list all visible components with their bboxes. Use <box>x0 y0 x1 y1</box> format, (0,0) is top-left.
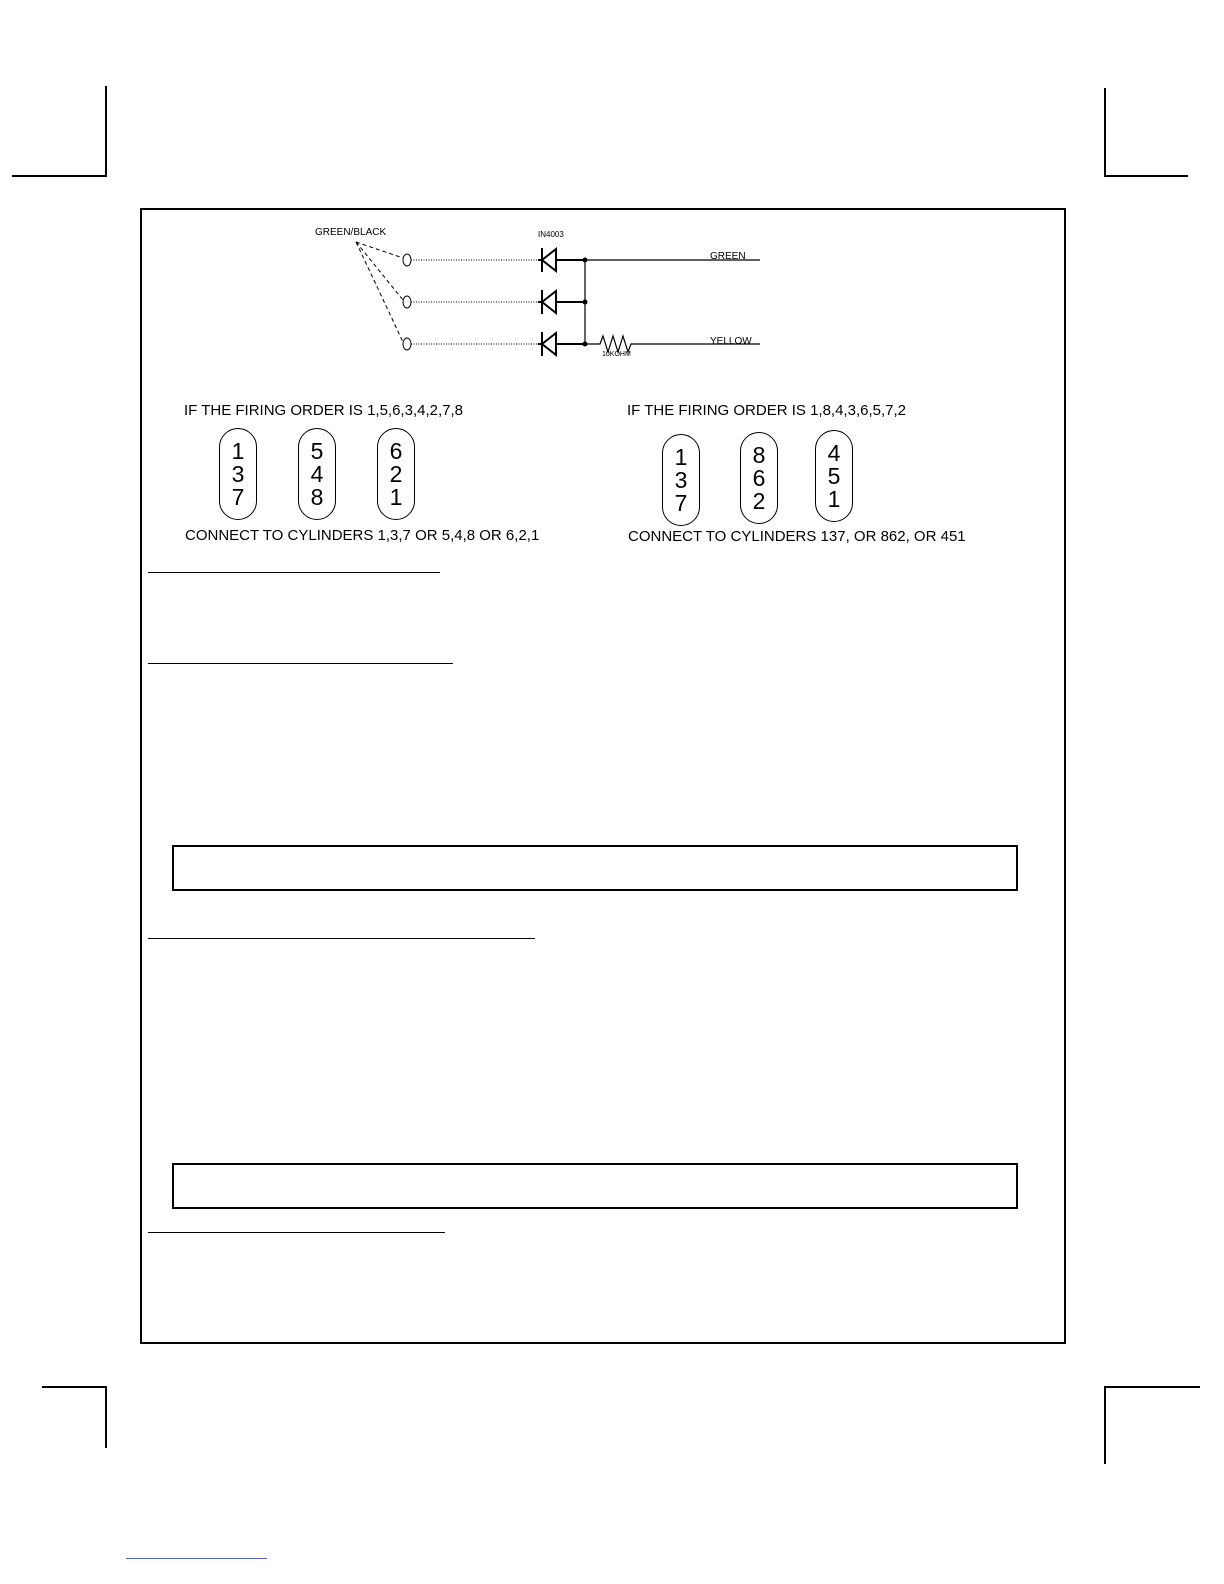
cylinder-number: 1 <box>389 483 403 510</box>
left-cylinder-group-1 <box>219 428 257 520</box>
connector-oval-1 <box>403 254 411 266</box>
footer-link-underline[interactable] <box>126 1558 267 1559</box>
connector-oval-2 <box>403 296 411 308</box>
cylinder-number: 1 <box>827 485 841 512</box>
cylinder-number: 6 <box>752 464 766 491</box>
crop-mark-top-right-vertical <box>1104 88 1106 176</box>
cylinder-number: 1 <box>674 443 688 470</box>
cylinder-number: 8 <box>310 483 324 510</box>
crop-mark-top-right-horizontal <box>1104 175 1188 177</box>
cylinder-number: 5 <box>827 462 841 489</box>
right-cylinder-group-3 <box>815 430 853 522</box>
note-box-1 <box>172 845 1018 891</box>
cylinder-number: 4 <box>310 460 324 487</box>
section-rule-1 <box>148 572 440 573</box>
right-cylinder-group-1 <box>662 434 700 526</box>
lead-wires <box>411 260 538 344</box>
wiring-schematic <box>300 218 780 368</box>
fan-out-dashes <box>356 242 403 342</box>
cylinder-number: 7 <box>231 483 245 510</box>
crop-mark-bottom-right-vertical <box>1104 1386 1106 1464</box>
cylinder-number: 3 <box>231 460 245 487</box>
left-connect-caption: CONNECT TO CYLINDERS 1,3,7 OR 5,4,8 OR 6,2,1 <box>185 527 540 544</box>
cylinder-number: 8 <box>752 441 766 468</box>
diode-1 <box>538 248 585 272</box>
left-firing-order-heading: IF THE FIRING ORDER IS 1,5,6,3,4,2,7,8 <box>184 402 463 419</box>
left-cylinder-group-2 <box>298 428 336 520</box>
right-connect-caption: CONNECT TO CYLINDERS 137, OR 862, OR 451 <box>628 528 966 545</box>
section-rule-4 <box>148 1232 445 1233</box>
input-label: GREEN/BLACK <box>315 227 387 238</box>
crop-mark-bottom-left-vertical <box>105 1386 107 1448</box>
cylinder-number: 6 <box>389 437 403 464</box>
diode-label: IN4003 <box>538 230 564 239</box>
cylinder-number: 3 <box>674 466 688 493</box>
yellow-output-label: YELLOW <box>710 336 752 347</box>
junction-dot-2 <box>583 300 588 305</box>
cylinder-number: 5 <box>310 437 324 464</box>
right-cylinder-group-2 <box>740 432 778 524</box>
cylinder-number: 2 <box>389 460 403 487</box>
cylinder-number: 7 <box>674 489 688 516</box>
right-firing-order-heading: IF THE FIRING ORDER IS 1,8,4,3,6,5,7,2 <box>627 402 906 419</box>
cylinder-number: 2 <box>752 487 766 514</box>
cylinder-number: 1 <box>231 437 245 464</box>
cylinder-number: 4 <box>827 439 841 466</box>
crop-mark-top-left-vertical <box>105 86 107 176</box>
crop-mark-bottom-right-horizontal <box>1104 1386 1200 1388</box>
diode-2 <box>538 290 585 314</box>
section-rule-3 <box>148 938 535 939</box>
connector-oval-3 <box>403 338 411 350</box>
crop-mark-top-left-horizontal <box>12 175 107 177</box>
diode-3 <box>538 332 585 356</box>
section-rule-2 <box>148 663 453 664</box>
crop-mark-bottom-left-horizontal <box>42 1386 107 1388</box>
green-output-label: GREEN <box>710 251 746 262</box>
resistor-label: 10KOHM <box>602 351 631 358</box>
note-box-2 <box>172 1163 1018 1209</box>
left-cylinder-group-3 <box>377 428 415 520</box>
